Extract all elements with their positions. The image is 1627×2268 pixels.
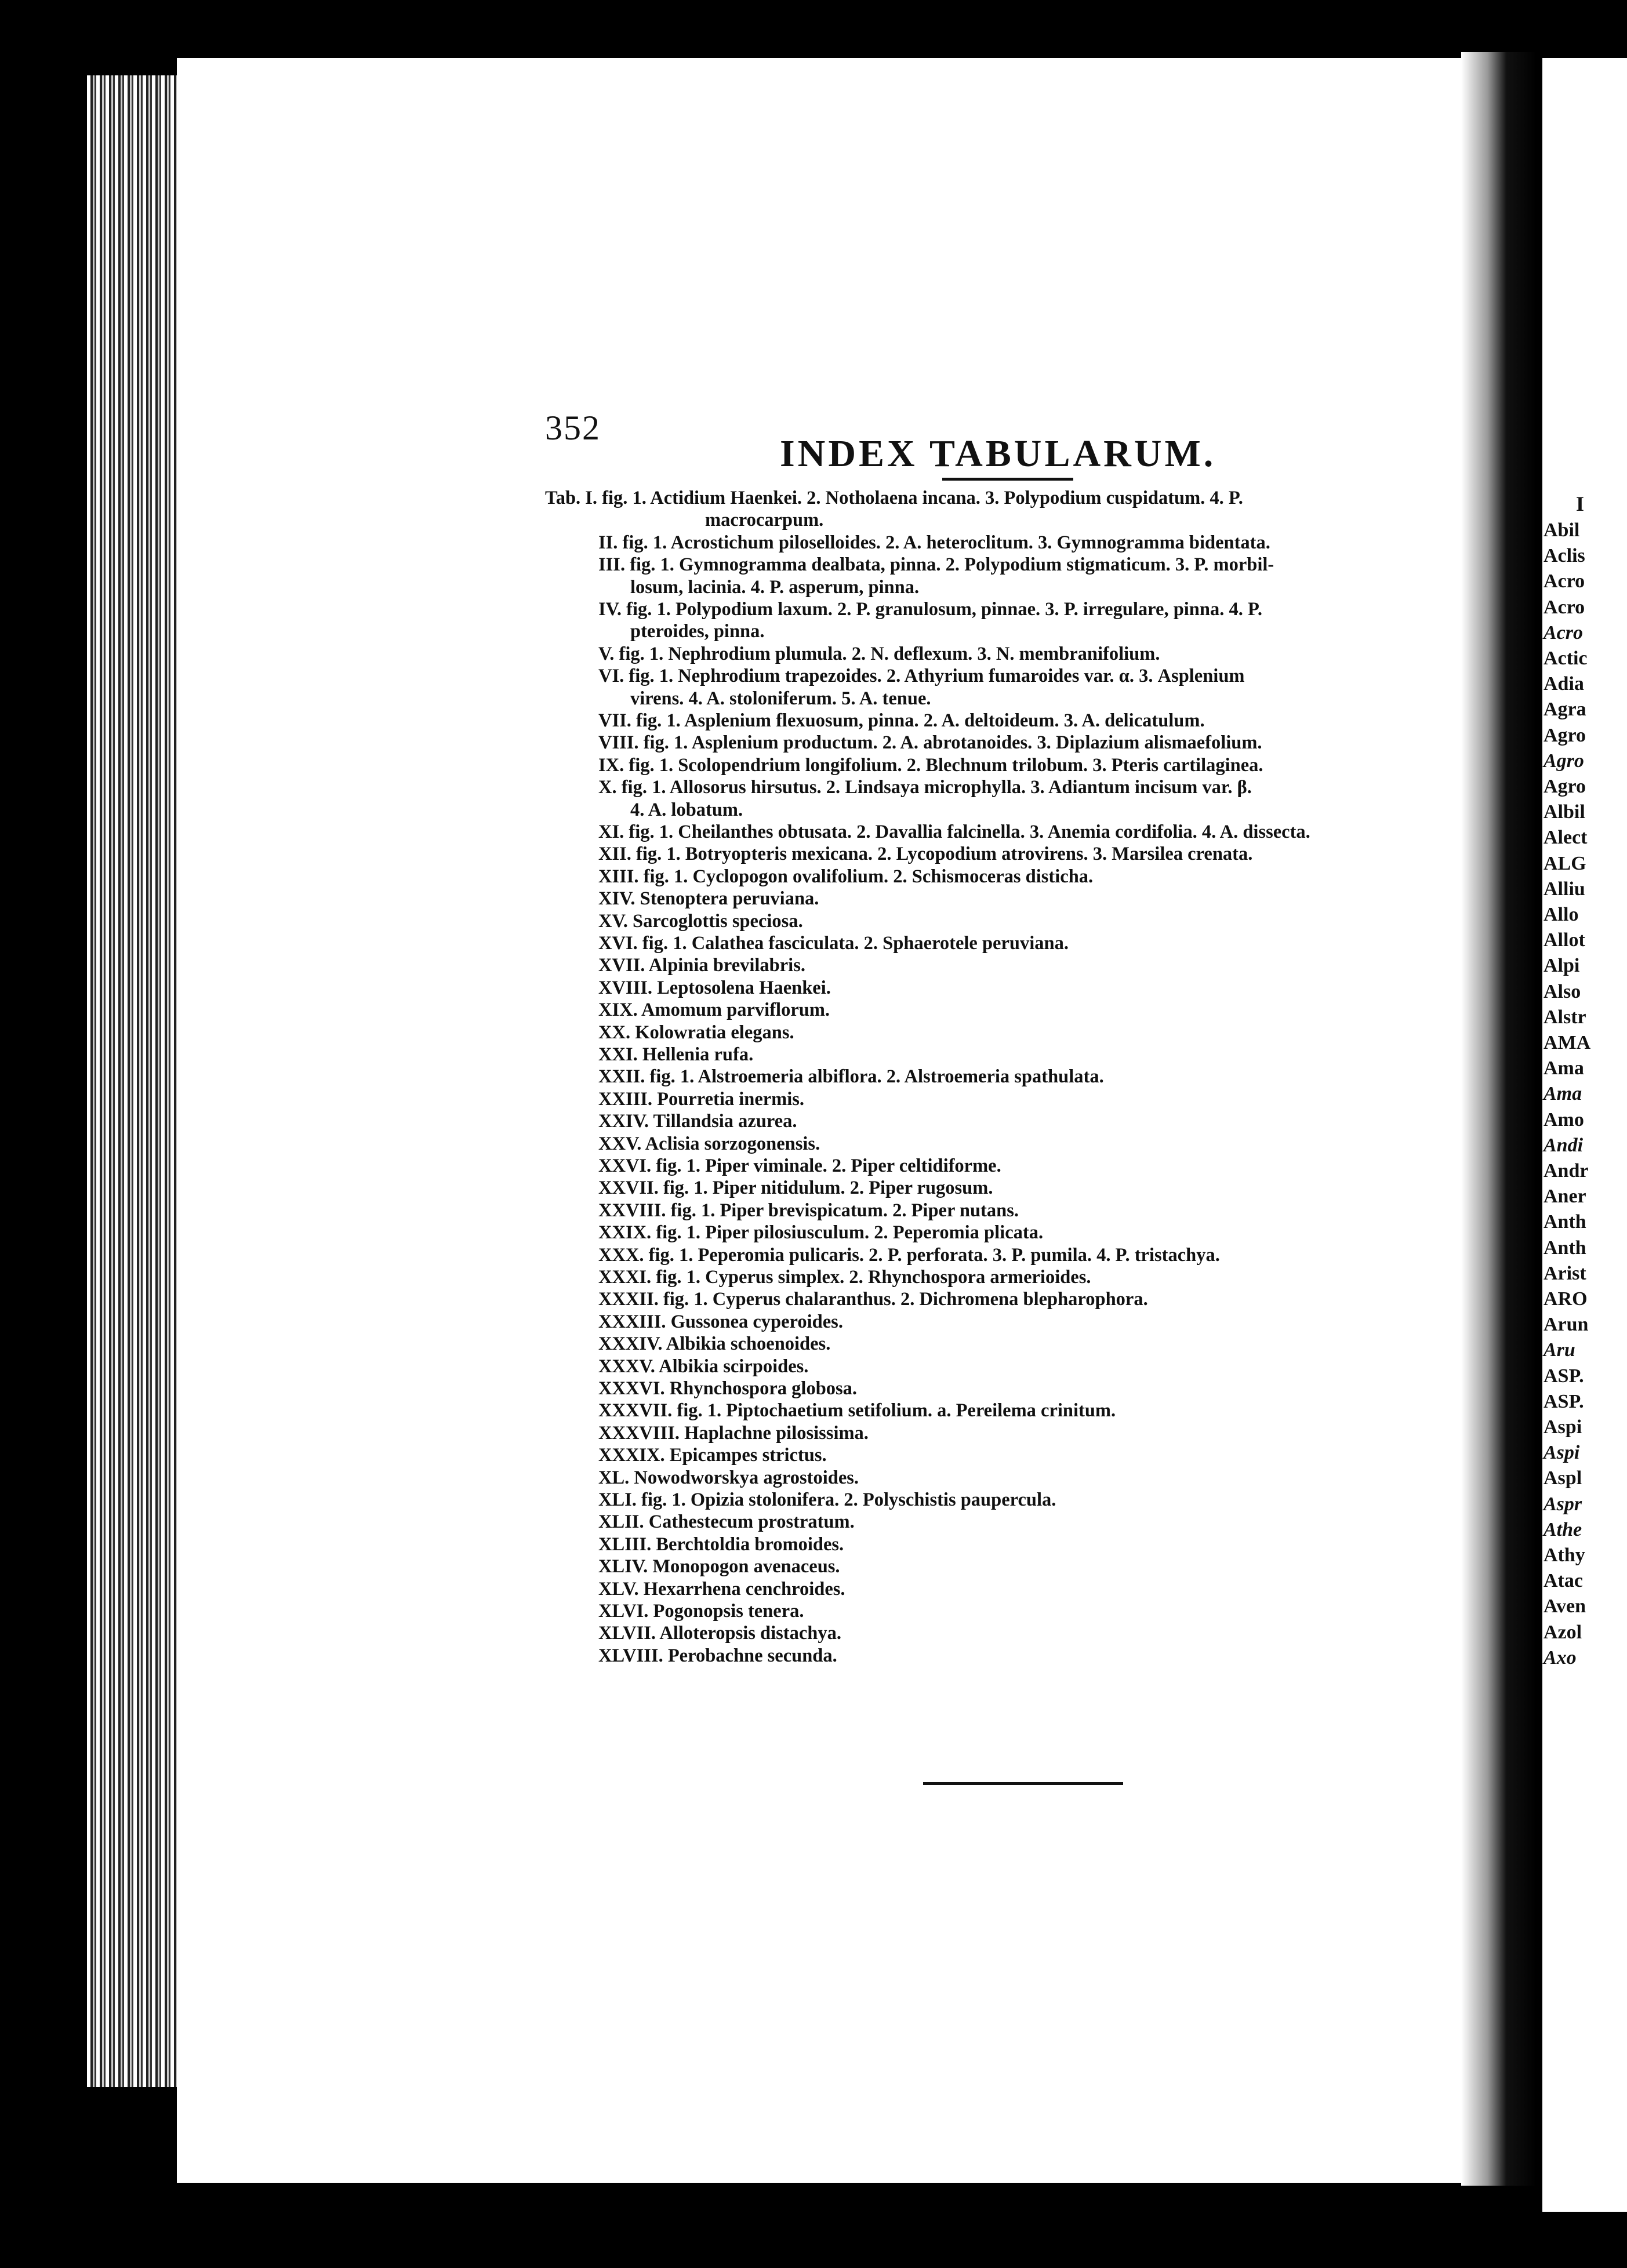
index-entry-text: IV. fig. 1. Polypodium laxum. 2. P. granulosum, pinnae. 3. P. irregulare, pinna. 4. P. <box>598 599 1262 620</box>
right-page-item: Agro <box>1544 776 1586 797</box>
index-entry <box>598 1066 1104 1088</box>
index-entry <box>598 821 1310 843</box>
index-entry-text: XXXVI. Rhynchospora globosa. <box>598 1378 858 1399</box>
right-page-item: Ama <box>1544 1057 1584 1080</box>
index-entry-text: XXXVII. fig. 1. Piptochaetium setifolium. a. Pereilema crinitum. <box>598 1400 1116 1422</box>
right-page-item: Aner <box>1544 1186 1586 1208</box>
index-entry-text: VII. fig. 1. Asplenium flexuosum, pinna. 2. A. deltoideum. 3. A. delicatulum. <box>598 710 1205 731</box>
index-entry-text: XLIV. Monopogon avenaceus. <box>598 1556 840 1578</box>
index-entry-text: XII. fig. 1. Botryopteris mexicana. 2. Lycopodium atrovirens. 3. Marsilea crenata. <box>598 844 1253 865</box>
index-entry-text: Tab. I. fig. 1. Actidium Haenkei. 2. Notholaena incana. 3. Polypodium cuspidatum. 4. P. <box>545 488 1243 508</box>
index-entry <box>598 1311 843 1333</box>
index-entry-text: XLIII. Berchtoldia bromoides. <box>598 1533 844 1555</box>
index-entry-text: XXXV. Albikia scirpoides. <box>598 1355 809 1377</box>
index-entry-text: XLI. fig. 1. Opizia stolonifera. 2. Polyschistis paupercula. <box>598 1489 1056 1510</box>
index-entry <box>598 866 1093 888</box>
right-page-item: Allot <box>1544 929 1585 951</box>
right-page-item: Aspr <box>1544 1493 1582 1515</box>
right-page-item: Allo <box>1544 904 1579 925</box>
index-entry <box>598 1133 820 1155</box>
right-page-item: Alect <box>1544 827 1588 849</box>
index-entry <box>598 1400 1116 1422</box>
index-entry-text: XXXI. fig. 1. Cyperus simplex. 2. Rhynchospora armerioides. <box>598 1267 1091 1288</box>
right-page-item: Also <box>1544 980 1581 1002</box>
index-entry <box>598 1222 1043 1244</box>
index-entry-text: XXX. fig. 1. Peperomia pulicaris. 2. P. perforata. 3. P. pumila. 4. P. tristachya. <box>598 1244 1220 1266</box>
index-entry-text: III. fig. 1. Gymnogramma dealbata, pinna. 2. Polypodium stigmaticum. 3. P. morbil- <box>598 554 1274 576</box>
book-gutter <box>1461 52 1537 2186</box>
index-entry <box>598 977 831 999</box>
index-entry-text: XLVI. Pogonopsis tenera. <box>598 1601 804 1622</box>
index-entry-text: XXXIII. Gussonea cyperoides. <box>598 1311 843 1332</box>
index-entry-continuation: pteroides, pinna. <box>630 621 765 642</box>
right-page-item: Atac <box>1544 1570 1583 1592</box>
index-entry <box>598 1511 855 1533</box>
index-entry-text: XVII. Alpinia brevilabris. <box>598 955 805 976</box>
right-page-item: Aven <box>1544 1595 1586 1618</box>
right-page-item: Azol <box>1544 1621 1582 1643</box>
index-entry <box>598 932 1069 954</box>
right-page-item: Andi <box>1544 1134 1584 1156</box>
index-entry-text: XIX. Amomum parviflorum. <box>598 999 830 1021</box>
index-entry-continuation: losum, lacinia. 4. P. asperum, pinna. <box>630 576 920 598</box>
right-page-item: Athe <box>1544 1518 1582 1540</box>
index-entry-text: XXXVIII. Haplachne pilosissima. <box>598 1422 869 1444</box>
right-page-item: Alpi <box>1544 955 1580 977</box>
left-page <box>177 58 1510 2183</box>
index-entry-text: XLV. Hexarrhena cenchroides. <box>598 1578 845 1600</box>
index-entry-text: VI. fig. 1. Nephrodium trapezoides. 2. Athyrium fumaroides var. α. 3. Asplenium <box>598 666 1245 687</box>
index-entry-continuation: 4. A. lobatum. <box>630 799 743 820</box>
index-entry <box>598 1377 857 1400</box>
index-entry-text: XXIII. Pourretia inermis. <box>598 1088 805 1110</box>
index-entry-text: XXV. Aclisia sorzogonensis. <box>598 1133 820 1154</box>
index-entry-text: XXI. Hellenia rufa. <box>598 1044 754 1065</box>
index-entry <box>598 554 1274 598</box>
right-page-item: ARO <box>1544 1288 1588 1310</box>
index-entry <box>598 1489 1056 1511</box>
right-page-item: ALG <box>1544 852 1586 874</box>
index-entry <box>598 910 803 932</box>
index-entry-text: II. fig. 1. Acrostichum piloselloides. 2. A. heteroclitum. 3. Gymnogramma bidentata. <box>598 532 1270 553</box>
right-page-item: Adia <box>1544 673 1584 695</box>
right-page-item: Agra <box>1544 699 1586 721</box>
index-entry-text: XXVIII. fig. 1. Piper brevispicatum. 2. Piper nutans. <box>598 1200 1019 1221</box>
index-entry <box>598 1622 841 1644</box>
index-entry-text: XV. Sarcoglottis speciosa. <box>598 910 803 932</box>
right-page-item: Agro <box>1544 724 1586 746</box>
index-entry <box>598 1155 1001 1177</box>
index-entry-text: VIII. fig. 1. Asplenium productum. 2. A. abrotanoides. 3. Diplazium alismaefolium. <box>598 732 1262 754</box>
index-entry-text: XVIII. Leptosolena Haenkei. <box>598 977 831 998</box>
index-entry <box>598 1266 1091 1288</box>
index-entry <box>545 487 1243 531</box>
index-entry-text: XLII. Cathestecum prostratum. <box>598 1511 855 1533</box>
right-page-item: Acro <box>1544 596 1585 618</box>
index-entry <box>598 1022 794 1044</box>
index-entry-text: X. fig. 1. Allosorus hirsutus. 2. Lindsaya microphylla. 3. Adiantum incisum var. β. <box>598 777 1252 798</box>
index-entry <box>598 1444 827 1466</box>
right-page-item: Anth <box>1544 1211 1586 1233</box>
index-entry <box>598 1578 845 1600</box>
right-page-item: Alstr <box>1544 1006 1586 1028</box>
index-entry <box>598 843 1252 865</box>
right-page-item: Arun <box>1544 1314 1589 1336</box>
index-entry <box>598 1555 840 1578</box>
index-entry <box>598 732 1262 754</box>
index-entry-text: IX. fig. 1. Scolopendrium longifolium. 2. Blechnum trilobum. 3. Pteris cartilaginea. <box>598 754 1263 776</box>
index-entry <box>598 532 1270 554</box>
right-page-item: Aspi <box>1544 1416 1582 1438</box>
index-entry <box>598 1244 1220 1266</box>
index-entry <box>598 1177 993 1199</box>
right-page-item: Axo <box>1544 1647 1577 1669</box>
index-entry-text: XL. Nowodworskya agrostoides. <box>598 1467 859 1488</box>
index-entry-text: XVI. fig. 1. Calathea fasciculata. 2. Sphaerotele peruviana. <box>598 933 1069 954</box>
right-page-item: Athy <box>1544 1544 1585 1566</box>
right-page-item: Ama <box>1544 1083 1582 1105</box>
index-entry-text: XLVII. Alloteropsis distachya. <box>598 1623 841 1644</box>
index-entry <box>598 888 819 910</box>
page-title: INDEX TABULARUM. <box>780 432 1216 475</box>
right-page-item: Abil <box>1544 519 1580 541</box>
index-entry <box>598 1600 804 1622</box>
index-entry <box>598 1422 869 1444</box>
right-page-header: I <box>1576 492 1585 515</box>
index-entry-text: XLVIII. Perobachne secunda. <box>598 1645 837 1666</box>
index-entry-text: XXVII. fig. 1. Piper nitidulum. 2. Piper rugosum. <box>598 1177 993 1199</box>
index-entry <box>598 1200 1019 1222</box>
index-entry <box>598 1467 859 1489</box>
index-entry <box>598 1355 808 1377</box>
index-entry <box>598 1110 797 1132</box>
end-rule <box>923 1782 1123 1785</box>
index-entry <box>598 643 1160 665</box>
index-entry <box>598 954 805 976</box>
index-entry <box>598 598 1262 642</box>
index-entry-text: XXVI. fig. 1. Piper viminale. 2. Piper celtidiforme. <box>598 1155 1001 1176</box>
index-entry <box>598 1088 804 1110</box>
index-entry <box>598 1645 837 1667</box>
index-entry <box>598 999 830 1021</box>
right-page <box>1542 58 1627 2212</box>
index-entry <box>598 754 1263 776</box>
index-entry <box>598 1044 753 1066</box>
right-page-item: Aru <box>1544 1339 1575 1361</box>
index-entry <box>598 665 1245 709</box>
index-entry-text: XXXIX. Epicampes strictus. <box>598 1445 827 1466</box>
index-entry-text: V. fig. 1. Nephrodium plumula. 2. N. deflexum. 3. N. membranifolium. <box>598 643 1160 664</box>
index-entry <box>598 1333 830 1355</box>
index-entry-text: XXII. fig. 1. Alstroemeria albiflora. 2. Alstroemeria spathulata. <box>598 1066 1104 1088</box>
right-page-item: Acro <box>1544 570 1585 593</box>
right-page-item: Alliu <box>1544 878 1585 900</box>
right-page-item: Andr <box>1544 1160 1589 1182</box>
index-entry-text: XIII. fig. 1. Cyclopogon ovalifolium. 2. Schismoceras disticha. <box>598 866 1094 887</box>
index-entry-text: XXIX. fig. 1. Piper pilosiusculum. 2. Peperomia plicata. <box>598 1222 1044 1244</box>
index-entry-text: XI. fig. 1. Cheilanthes obtusata. 2. Davallia falcinella. 3. Anemia cordifolia. 4. A. dissecta. <box>598 822 1310 842</box>
index-entry-text: XIV. Stenoptera peruviana. <box>598 888 819 910</box>
right-page-item: Anth <box>1544 1237 1586 1259</box>
right-page-item: Aspl <box>1544 1467 1582 1489</box>
page-edges <box>87 75 191 2087</box>
index-entry <box>598 710 1205 732</box>
right-page-item: Aclis <box>1544 545 1585 567</box>
page-number: 352 <box>545 409 601 447</box>
index-entry-text: XXXIV. Albikia schoenoides. <box>598 1333 831 1355</box>
right-page-item: Acro <box>1544 621 1583 644</box>
right-page-item: Actic <box>1544 648 1588 669</box>
right-page-item: Amo <box>1544 1108 1584 1131</box>
title-rule <box>942 478 1073 481</box>
right-page-item: Aspi <box>1544 1442 1580 1464</box>
right-page-item: Agro <box>1544 750 1584 772</box>
index-entry <box>598 1288 1148 1310</box>
right-page-item: Arist <box>1544 1262 1586 1284</box>
right-page-item: ASP. <box>1544 1365 1584 1387</box>
index-entry-text: XX. Kolowratia elegans. <box>598 1022 794 1043</box>
right-page-item: AMA <box>1544 1032 1591 1053</box>
index-entry <box>598 776 1252 820</box>
right-page-item: Albil <box>1544 801 1585 823</box>
index-entry-continuation: virens. 4. A. stoloniferum. 5. A. tenue. <box>630 688 931 709</box>
index-entry-continuation: macrocarpum. <box>705 510 824 531</box>
index-entry <box>598 1533 844 1555</box>
right-page-item: ASP. <box>1544 1390 1584 1412</box>
index-entry-text: XXIV. Tillandsia azurea. <box>598 1111 797 1132</box>
index-entry-text: XXXII. fig. 1. Cyperus chalaranthus. 2. Dichromena blepharophora. <box>598 1289 1148 1310</box>
